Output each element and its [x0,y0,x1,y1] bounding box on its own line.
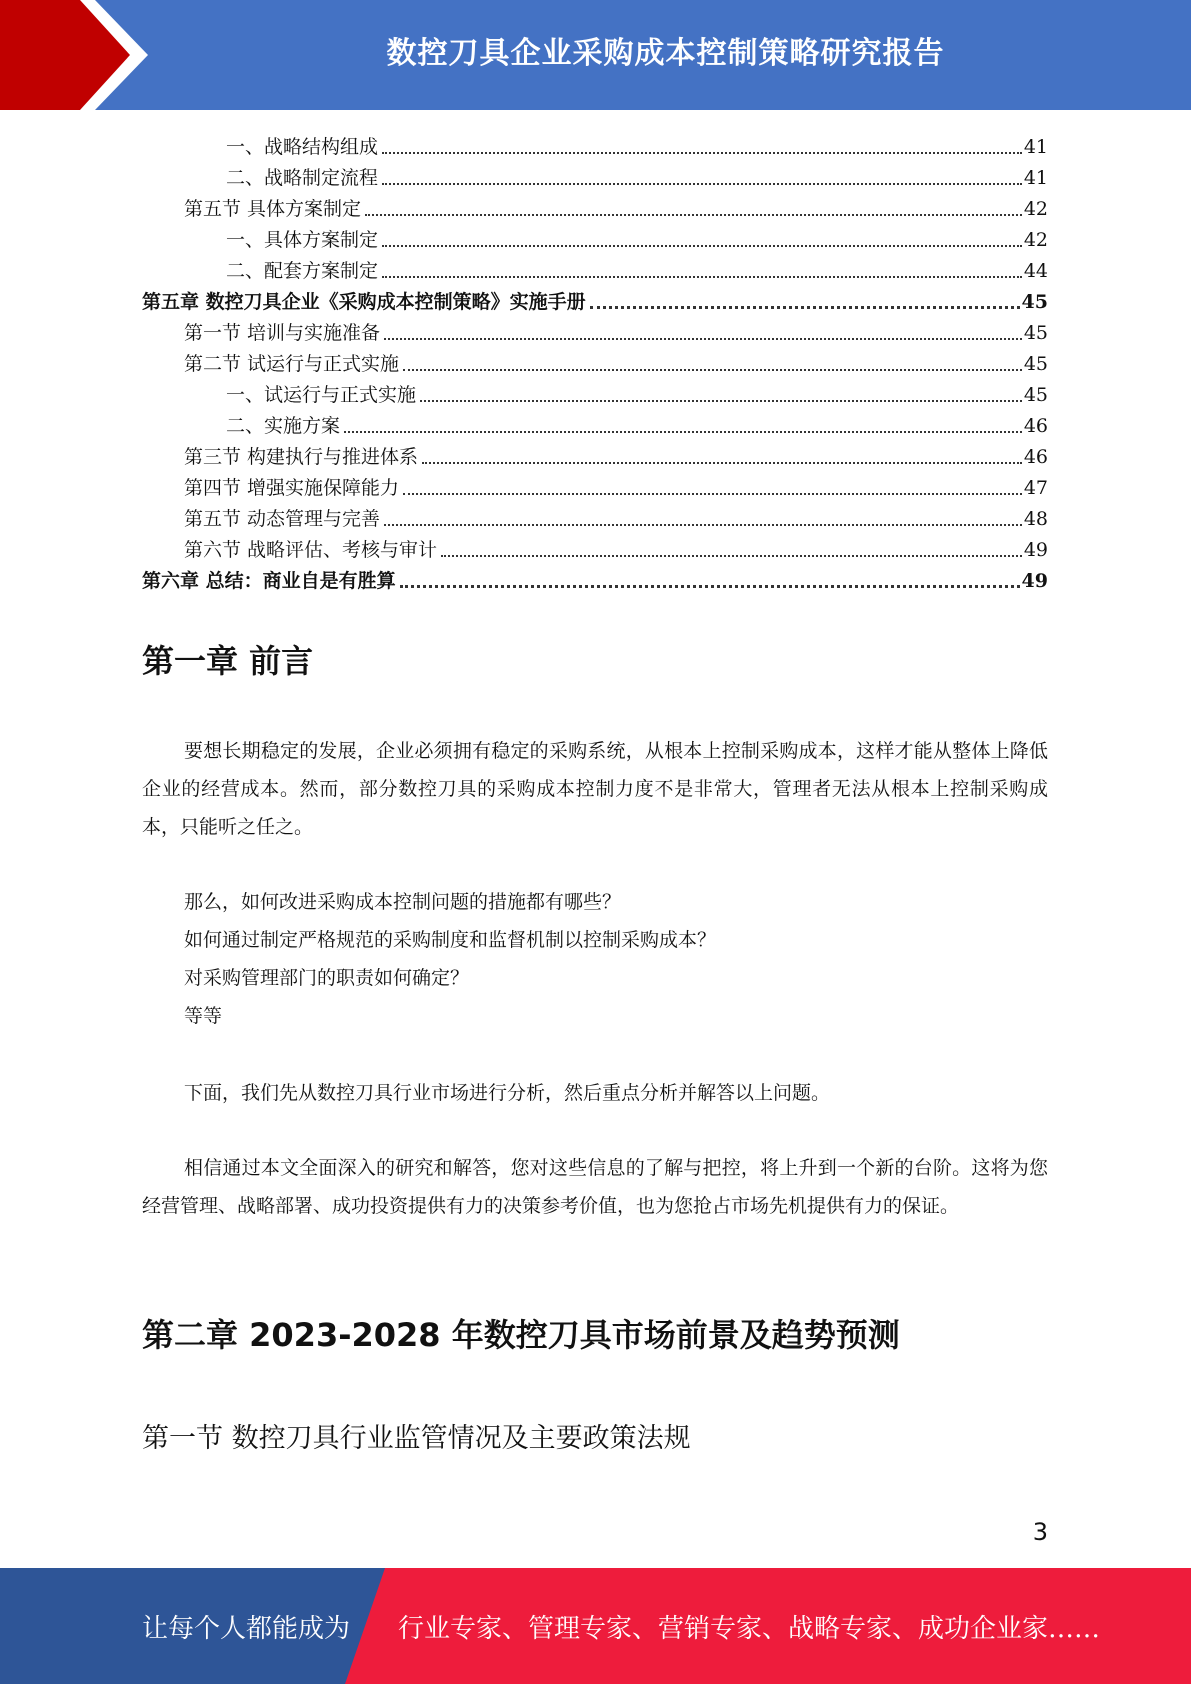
header-red-arrow [0,0,150,110]
toc-leader-dots [403,492,1022,495]
toc-entry[interactable] [142,531,1048,562]
footer-slogan-left: 让每个人都能成为 [142,1613,351,1644]
toc-entry-page: 46 [1023,415,1048,437]
toc-entry-title: 第五节 动态管理与完善 [184,508,381,530]
report-title: 数控刀具企业采购成本控制策略研究报告 [386,36,945,71]
toc-entry-page: 46 [1023,446,1048,468]
toc-entry[interactable] [142,407,1048,438]
toc-entry[interactable] [142,190,1048,221]
question-item: 等等 [184,1005,223,1027]
toc-leader-dots [382,275,1022,278]
toc-leader-dots [400,584,1020,588]
toc-entry-title: 第六节 战略评估、考核与审计 [184,539,438,561]
toc-leader-dots [384,523,1022,526]
question-item: 如何通过制定严格规范的采购制度和监督机制以控制采购成本？ [184,929,717,951]
question-item: 那么，如何改进采购成本控制问题的措施都有哪些？ [184,891,622,913]
toc-entry-title: 第一节 培训与实施准备 [184,322,381,344]
toc-entry[interactable] [142,500,1048,531]
conclusion-paragraph: 相信通过本文全面深入的研究和解答，您对这些信息的了解与把控，将上升到一个新的台阶。这将为您经营管理、战略部署、成功投资提供有力的决策参考价值，也为您抢占市场先机提供有力的保证。 [142,1157,1048,1217]
toc-entry[interactable] [142,221,1048,252]
toc-leader-dots [420,399,1022,402]
toc-entry-title: 一、具体方案制定 [226,229,379,251]
toc-entry[interactable] [142,438,1048,469]
intro-paragraph: 要想长期稳定的发展，企业必须拥有稳定的采购系统，从根本上控制采购成本，这样才能从整体上降低企业的经营成本。然而，部分数控刀具的采购成本控制力度不是非常大，管理者无法从根本上控制采购成本，只能听之任之。 [142,740,1048,838]
toc-entry-page: 42 [1023,198,1048,220]
toc-entry[interactable] [142,159,1048,190]
toc-leader-dots [384,337,1022,340]
toc-entry-title: 第三节 构建执行与推进体系 [184,446,419,468]
toc-entry-title: 二、配套方案制定 [226,260,379,282]
toc-entry-page: 47 [1023,477,1048,499]
chapter-1-title: 第一章 前言 [142,642,314,680]
toc-leader-dots [422,461,1022,464]
question-item: 对采购管理部门的职责如何确定？ [184,967,470,989]
toc-leader-dots [590,305,1020,309]
toc-entry[interactable] [142,469,1048,500]
question-list [184,883,716,1035]
toc-leader-dots [382,151,1022,154]
toc-entry-title: 一、试运行与正式实施 [226,384,417,406]
table-of-contents [142,128,1048,593]
toc-entry-page: 48 [1023,508,1048,530]
page-footer [0,1568,1191,1684]
toc-leader-dots [441,554,1022,557]
toc-entry-title: 第五节 具体方案制定 [184,198,362,220]
toc-entry-page: 45 [1021,291,1048,313]
toc-entry-title: 一、战略结构组成 [226,136,379,158]
toc-leader-dots [403,368,1022,371]
section-1-title: 第一节 数控刀具行业监管情况及主要政策法规 [142,1423,691,1454]
chapter-2-title: 第二章 2023-2028 年数控刀具市场前景及趋势预测 [142,1316,900,1354]
toc-entry[interactable] [142,376,1048,407]
toc-entry-title: 二、战略制定流程 [226,167,379,189]
toc-entry-title: 第二节 试运行与正式实施 [184,353,400,375]
toc-entry-page: 49 [1023,539,1048,561]
toc-leader-dots [382,182,1022,185]
toc-leader-dots [382,244,1022,247]
toc-entry[interactable] [142,314,1048,345]
toc-entry-page: 42 [1023,229,1048,251]
toc-entry-page: 41 [1023,167,1048,189]
toc-entry-page: 45 [1023,353,1048,375]
toc-entry[interactable] [142,283,1048,314]
toc-entry-page: 45 [1023,384,1048,406]
toc-entry-page: 41 [1023,136,1048,158]
toc-entry[interactable] [142,128,1048,159]
toc-entry[interactable] [142,562,1048,593]
toc-entry-page: 49 [1021,570,1048,592]
toc-entry-page: 44 [1023,260,1048,282]
toc-entry[interactable] [142,252,1048,283]
toc-entry-title: 第五章 数控刀具企业《采购成本控制策略》实施手册 [142,291,586,313]
toc-entry-title: 第四节 增强实施保障能力 [184,477,400,499]
page-header [0,0,1191,110]
toc-entry-page: 45 [1023,322,1048,344]
analysis-paragraph: 下面，我们先从数控刀具行业市场进行分析，然后重点分析并解答以上问题。 [184,1082,831,1104]
toc-leader-dots [365,213,1022,216]
footer-slogan-right: 行业专家、管理专家、营销专家、战略专家、成功企业家…… [398,1613,1101,1644]
toc-entry[interactable] [142,345,1048,376]
toc-leader-dots [344,430,1022,433]
toc-entry-title: 第六章 总结：商业自是有胜算 [142,570,396,592]
toc-entry-title: 二、实施方案 [226,415,341,437]
page-number: 3 [1032,1518,1048,1546]
